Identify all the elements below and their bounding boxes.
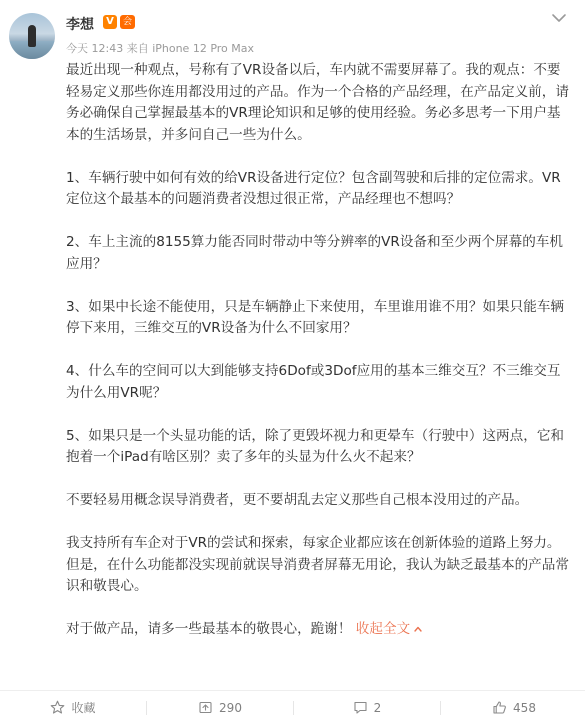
like-button[interactable] (441, 691, 585, 724)
comment-count: 2 (373, 700, 382, 715)
repost-icon (198, 700, 213, 715)
collapse-label: 收起全文 (355, 621, 411, 637)
favorite-label: 收藏 (71, 701, 96, 715)
post-paragraph: 我支持所有车企对于VR的尝试和探索，每家企业都应该在创新体验的道路上努力。但是，在什么功能都没实现前就误导消费者屏幕无用论，我认为缺乏最基本的产品常识和敬畏心。 (66, 535, 569, 594)
chevron-up-icon (413, 624, 423, 634)
post-paragraph: 最近出现一种观点，号称有了VR设备以后，车内就不需要屏幕了。我的观点：不要轻易定义那些你连用都没用过的产品。作为一个合格的产品经理，在产品定义前，请务必确保自己掌握最基本的VR理论知识和足够的使用经验。务必多思考一下用户基本的生活场景，并多问自己一些为什么。 (66, 62, 569, 143)
repost-button[interactable] (147, 691, 293, 724)
post-paragraph: 1、车辆行驶中如何有效的给VR设备进行定位？包含副驾驶和后排的定位需求。VR定位这个最基本的问题消费者没想过很正常，产品经理也不想吗？ (66, 169, 561, 207)
post-paragraph: 4、什么车的空间可以大到能够支持6Dof或3Dof应用的基本三维交互？不三维交互为什么用VR呢？ (66, 363, 561, 401)
post-content (66, 60, 571, 641)
vip-badge-icon: 会 (120, 15, 135, 29)
avatar-figure (28, 25, 36, 47)
thumbs-up-icon (492, 700, 507, 715)
star-icon (50, 700, 65, 715)
action-bar (0, 690, 585, 724)
favorite-button[interactable] (0, 691, 146, 724)
post-source: 来自 iPhone 12 Pro Max (126, 42, 255, 55)
like-count: 458 (513, 700, 536, 715)
post-header (0, 0, 585, 62)
post-paragraph: 5、如果只是一个头显功能的话，除了更毁坏视力和更晕车（行驶中）这两点，它和抱着一个iPad有啥区别？卖了多年的头显为什么火不起来？ (66, 427, 565, 465)
post-closing-text: 对于做产品，请多一些最基本的敬畏心，跪谢！ (66, 621, 352, 637)
post-paragraph: 2、车上主流的8155算力能否同时带动中等分辨率的VR设备和至少两个屏幕的车机应用？ (66, 234, 563, 272)
chevron-down-icon[interactable] (548, 10, 570, 26)
post-paragraph: 不要轻易用概念误导消费者，更不要胡乱去定义那些自己根本没用过的产品。 (66, 492, 529, 508)
post-paragraph: 3、如果中长途不能使用，只是车辆静止下来使用，车里谁用谁不用？如果只能车辆停下来用，三维交互的VR设备为什么不回家用？ (66, 298, 565, 336)
post-meta (66, 40, 254, 56)
post-paragraph-last (66, 619, 571, 641)
comment-button[interactable] (294, 691, 440, 724)
verified-badge-icon: V (103, 15, 117, 29)
post-timestamp[interactable]: 今天 12:43 (66, 42, 124, 55)
comment-icon (353, 700, 368, 715)
username[interactable]: 李想 (66, 17, 94, 33)
repost-count: 290 (219, 700, 242, 715)
avatar[interactable] (9, 13, 55, 59)
collapse-link[interactable] (356, 621, 423, 637)
